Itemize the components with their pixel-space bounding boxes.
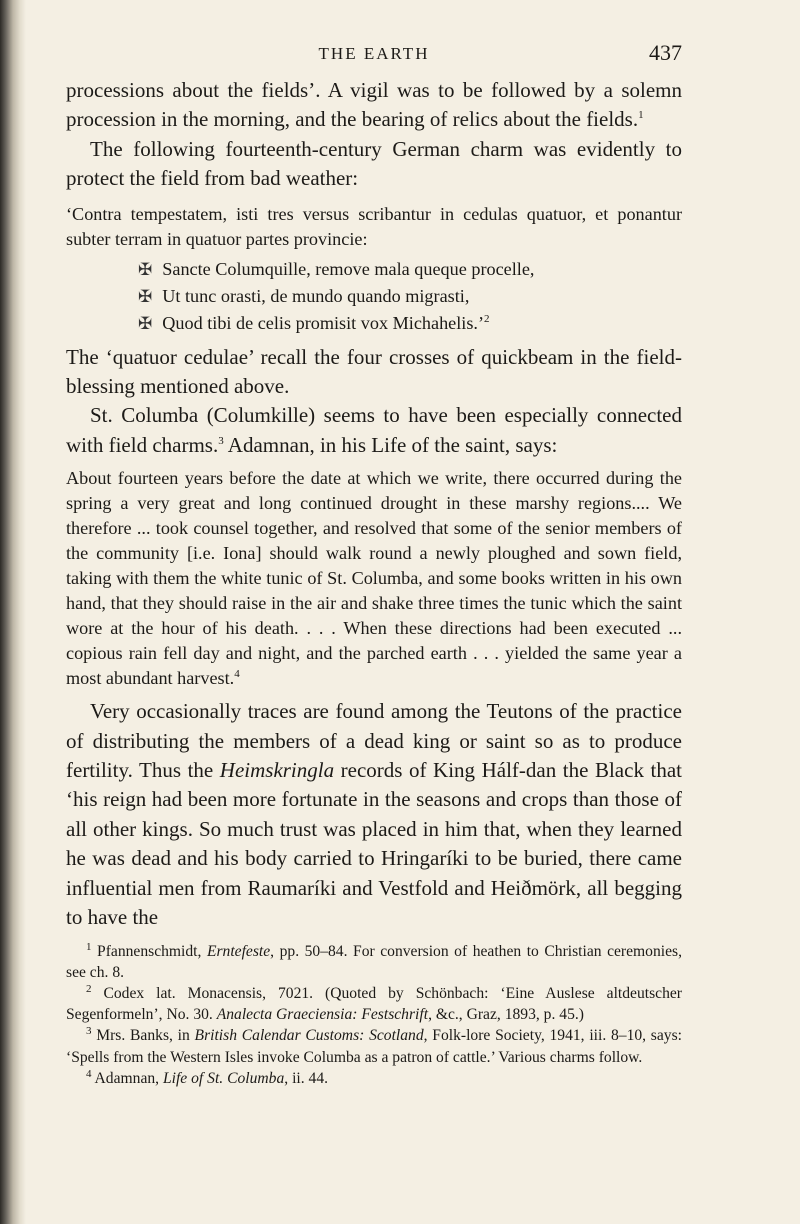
running-head-title: THE EARTH — [318, 44, 430, 63]
page-number: 437 — [649, 40, 682, 65]
charm-verses — [138, 256, 682, 337]
book-spine-shadow — [0, 0, 26, 1224]
cross-icon: ✠ — [138, 286, 153, 306]
paragraph-2: The following fourteenth-century German charm was evidently to protect the field from bad weather: — [66, 136, 682, 191]
book-title-heimskringla: Heimskringla — [219, 758, 335, 783]
latin-quote: ‘Contra tempestatem, isti tres versus scribantur in cedulas quatuor, et ponantur subter terram in quatuor partes provincie: — [66, 203, 682, 249]
footnotes — [66, 941, 682, 1089]
cross-icon: ✠ — [138, 259, 153, 279]
footnote-2: $^2$ Codex lat. Monacensis, 7021. (Quoted by Schönbach: ‘Eine Auslese altdeutscher Segenformeln’, No. 30. Analecta Graeciensia: Festschrift, &c., Graz, 1893, p. 45.) — [66, 982, 682, 1024]
cross-icon: ✠ — [138, 313, 153, 333]
charm-line: ✠ Sancte Columquille, remove mala queque procelle, — [138, 258, 535, 279]
book-page — [66, 40, 682, 1089]
charm-line: ✠ Ut tunc orasti, de mundo quando migrasti, — [138, 285, 470, 306]
running-head — [66, 40, 682, 76]
paragraph-5: Very occasionally traces are found among the Teutons of the practice of distributing the members of a dead king or saint so as to produce fertility. Thus the Heimskringla records of King Hálf-dan the Black that ‘his reign had been more fortunate in the seasons and crops than those of all other kings. So much trust was placed in him that, when they learned he was dead and his body carried to Hringaríki to be buried, there came influential men from Raumaríki and Vestfold and Heiðmörk, all begging to have the — [66, 699, 682, 930]
footnote-ref-4[interactable]: 4 — [234, 668, 240, 681]
footnote-4: $^4$ Adamnan, Life of St. Columba, ii. 44. — [86, 1067, 329, 1087]
footnote-ref-2[interactable]: 2 — [484, 312, 490, 325]
paragraph-3: The ‘quatuor cedulae’ recall the four crosses of quickbeam in the field-blessing mentioned above. — [66, 344, 682, 399]
footnote-3: $^3$ Mrs. Banks, in British Calendar Customs: Scotland, Folk-lore Society, 1941, iii. 8–10, says: ‘Spells from the Western Isles invoke Columba as a patron of cattle.’ Various charms follow. — [66, 1025, 682, 1066]
paragraph-1 — [66, 76, 682, 135]
adamnan-quote: About fourteen years before the date at which we write, there occurred during the spring a very great and long continued drought in these marshy regions.... We therefore ... took counsel together, and resolved that some of the senior members of the community [i.e. Iona] should walk round a newly ploughed and sown field, taking with them the white tunic of St. Columba, and some books written in his own hand, that they should raise in the air and shake three times the tunic which the saint wore at the hour of his death. . . . When these directions had been executed ... copious rain fell day and night, and the parched earth . . . yielded the same year a most abundant harvest.$^4$ — [66, 468, 682, 689]
paragraph-4: St. Columba (Columkille) seems to have been especially connected with field charms.$^3$ Adamnan, in his Life of the saint, says: — [66, 403, 682, 457]
footnote-ref-1[interactable]: 1 — [638, 109, 644, 122]
charm-line: ✠ Quod tibi de celis promisit vox Michahelis.’$^2$ — [138, 312, 490, 333]
footnote-ref-3[interactable]: 3 — [218, 434, 224, 447]
paragraph-1-text: processions about the fields’. A vigil was to be followed by a solemn procession in the morning, and the bearing of relics about the fields. — [66, 78, 682, 132]
footnote-1: $^1$ Pfannenschmidt, Erntefeste, pp. 50–84. For conversion of heathen to Christian ceremonies, see ch. 8. — [66, 940, 682, 981]
